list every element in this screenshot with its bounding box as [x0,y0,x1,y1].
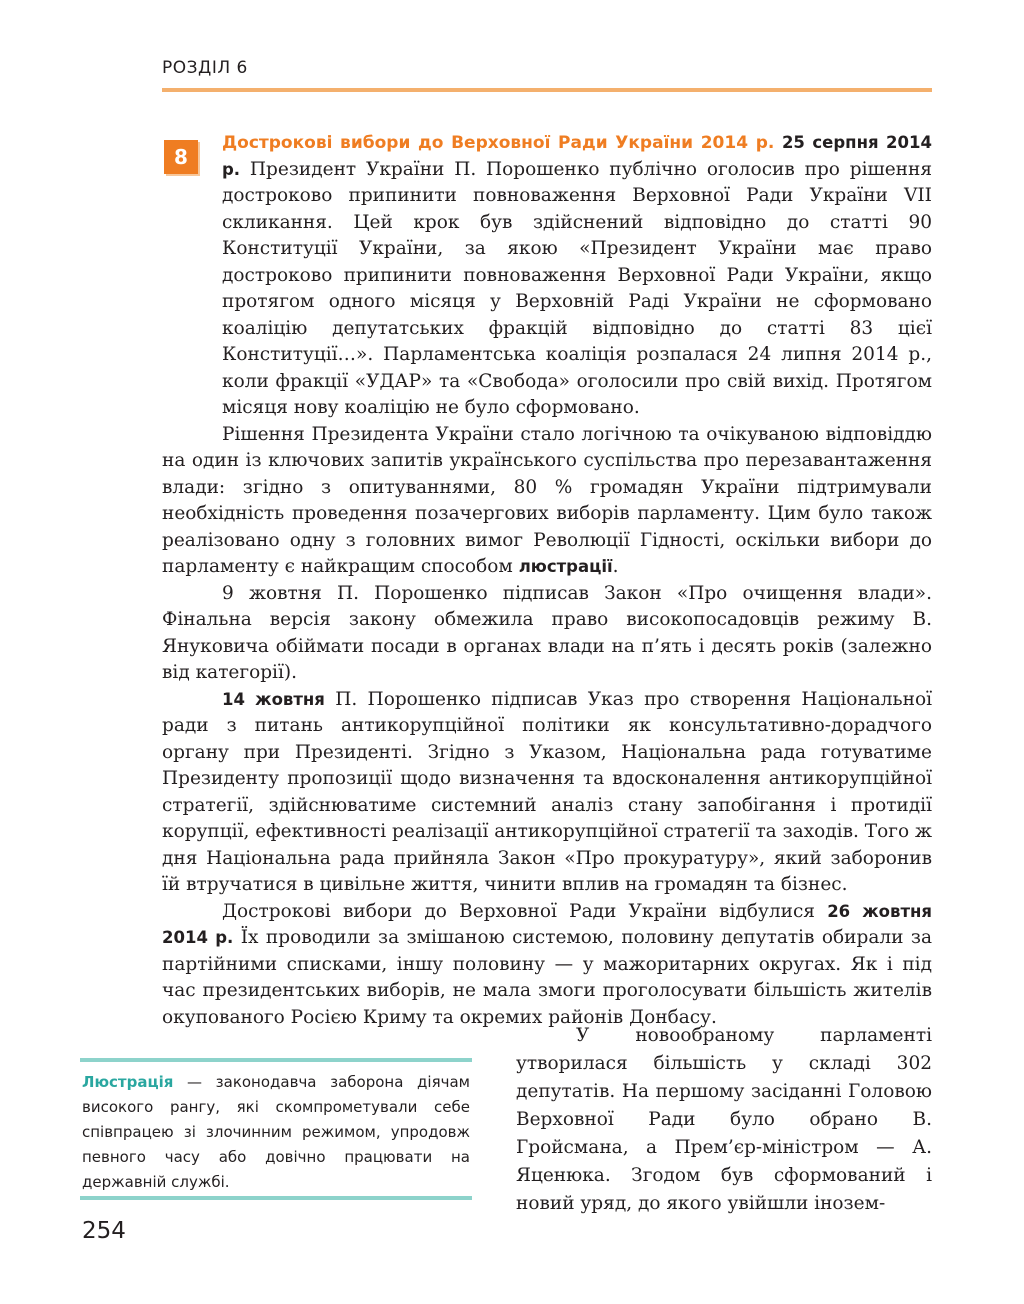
glossary-box [82,1070,470,1195]
paragraph-2-text: Рішення Президента України стало логічною та очікуваною відповіддю на один із ключових запитів українського суспільства про перезавантаження влади: згідно з опитуваннями, 80 % громадян України підтримували необхідність проведення позачергових виборів парламенту. Цим було також реалізовано одну з головних вимог Революції Гідності, оскільки вибори до парламенту є найкращим способом [162,423,932,577]
article-body [162,130,932,1031]
paragraph-1-date: 25 серпня 2014 р. [222,133,932,179]
paragraph-2 [162,422,932,581]
paragraph-number-badge: 8 [164,140,198,174]
paragraph-1-text: Президент України П. Порошенко публічно оголосив про рішення достроково припинити повноваження Верховної Ради України VII скликання. Цей крок був здійснений відповідно до статті 90 Конституції України, за якою «Президент України має право достроково припинити повноваження Верховної Ради України, якщо протягом одного місяця у Верховній Раді України не сформовано коаліцію депутатських фракцій відповідно до статті 83 цієї Конституції…». Парламентська коаліція розпалася 24 липня 2014 р., коли фракції «УДАР» та «Свобода» оголосили про свій вихід. Протягом місяця нову коаліцію не було сформовано. [222,158,932,418]
paragraph-4 [162,687,932,899]
paragraph-2-end: . [612,556,619,577]
paragraph-1 [162,130,932,422]
paragraph-4-date: 14 жовтня [222,689,325,709]
glossary-bottom-rule [80,1196,472,1200]
glossary-top-rule [80,1058,472,1062]
article-continuation [516,1022,932,1218]
paragraph-5-text: Їх проводили за змішаною системою, половину депутатів обирали за партійними списками, іншу половину — у мажоритарних округах. Як і під час президентських виборів, не мала змоги проголосувати більшість жителів окупованого Росією Криму та окремих районів Донбасу. [162,927,932,1028]
paragraph-2-term: люстрації [518,557,613,576]
paragraph-5-date: 26 жовтня 2014 р. [162,901,932,947]
paragraph-4-text: П. Порошенко підписав Указ про створення Національної ради з питань антикорупційної політики як консультативно-дорадчого органу при Президенті. Згідно з Указом, Національна рада готуватиме Президенту пропозиції щодо визначення та вдосконалення антикорупційної стратегії, здійснюватиме системний аналіз стану запобігання і протидії корупції, ефективності реалізації антикорупційної стратегії та заходів. Того ж дня Національна рада прийняла Закон «Про прокуратуру», який заборонив їй втручатися в цивільне життя, чинити вплив на громадян та бізнес. [162,688,932,895]
header-rule [162,88,932,92]
paragraph-6: У новообраному парламенті утворилася більшість у складі 302 депутатів. На першому засіданні Головою Верховної Ради було обрано В. Гройсмана, а Прем’єр-міністром — А. Яценюка. Згодом був сформований і новий уряд, до якого увійшли інозем- [516,1025,932,1214]
paragraph-5 [162,899,932,1032]
page-number: 254 [82,1218,126,1244]
paragraph-3: 9 жовтня П. Порошенко підписав Закон «Про очищення влади». Фінальна версія закону обмежила право високопосадовців режиму В. Януковича обіймати посади в органах влади на п’ять і десять років (залежно від категорії). [162,582,932,683]
glossary-definition: — законодавча заборона діячам високого рангу, які скомпрометували себе співпрацею зі злочинним режимом, упродовж певного часу або довічно працювати на державній службі. [82,1073,470,1191]
section-label: РОЗДІЛ 6 [162,58,248,78]
paragraph-5-start: Дострокові вибори до Верховної Ради України відбулися [222,900,828,922]
glossary-term: Люстрація [82,1073,174,1091]
article-heading: Дострокові вибори до Верховної Ради України 2014 р. [222,133,775,153]
